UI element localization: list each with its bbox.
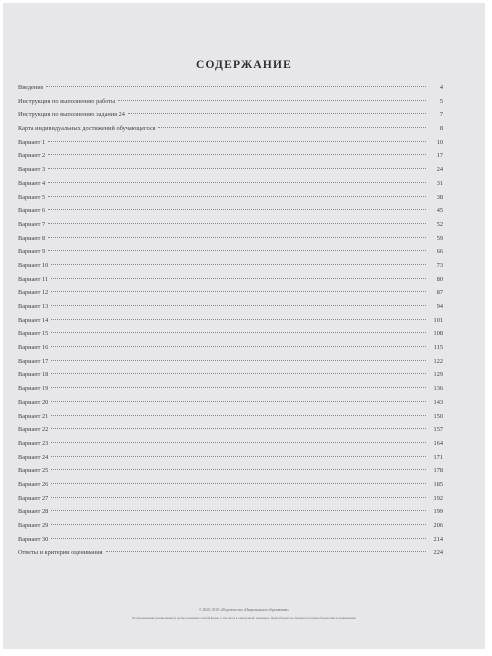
toc-entry <box>18 81 443 95</box>
toc-dot-leader <box>51 278 426 279</box>
toc-entry-page-number: 10 <box>436 138 443 146</box>
toc-entry-label: Инструкция по выполнению работы <box>18 97 116 105</box>
toc-entry <box>18 492 443 506</box>
toc-entry-label: Вариант 25 <box>18 467 49 475</box>
toc-dot-leader <box>158 127 426 128</box>
toc-entry-page-number: 5 <box>439 97 443 105</box>
toc-entry-page-number: 24 <box>436 166 443 174</box>
toc-entry-label: Вариант 15 <box>18 330 49 338</box>
toc-entry-label: Карта индивидуальных достижений обучающегося <box>18 125 156 133</box>
toc-entry-page-number: 66 <box>436 248 443 256</box>
toc-entry-page-number: 4 <box>439 84 443 91</box>
toc-dot-leader <box>48 154 426 155</box>
toc-entry <box>18 191 443 205</box>
toc-entry-page-number: 122 <box>433 357 443 365</box>
toc-entry <box>18 327 443 341</box>
toc-entry <box>18 149 443 163</box>
toc-entry <box>18 423 443 437</box>
toc-entry-label: Вариант 7 <box>18 220 46 228</box>
toc-entry <box>18 108 443 122</box>
toc-entry <box>18 519 443 533</box>
toc-entry <box>18 314 443 328</box>
toc-entry <box>18 382 443 396</box>
toc-entry-label: Вариант 27 <box>18 494 49 502</box>
toc-entry-label: Вариант 4 <box>18 179 46 187</box>
document-page <box>3 3 485 649</box>
page-title: СОДЕРЖАНИЕ <box>195 59 293 71</box>
toc-entry-page-number: 7 <box>439 111 443 119</box>
toc-entry-page-number: 108 <box>433 330 443 338</box>
toc-dot-leader <box>48 250 426 251</box>
toc-entry-page-number: 214 <box>433 535 443 543</box>
toc-dot-leader <box>51 483 426 484</box>
toc-entry-page-number: 206 <box>433 522 443 529</box>
toc-entry-label: Вариант 13 <box>18 303 49 310</box>
toc-entry <box>18 163 443 177</box>
toc-dot-leader <box>51 291 426 292</box>
toc-dot-leader <box>51 305 426 306</box>
toc-entry-page-number: 80 <box>436 275 443 283</box>
toc-entry <box>18 204 443 218</box>
toc-entry <box>18 410 443 424</box>
toc-dot-leader <box>51 346 426 347</box>
toc-dot-leader <box>46 86 426 87</box>
toc-entry-label: Вариант 21 <box>18 412 49 420</box>
toc-entry-label: Вариант 11 <box>18 275 49 283</box>
toc-entry-label: Вариант 9 <box>18 248 46 256</box>
table-of-contents <box>18 81 443 560</box>
toc-dot-leader <box>48 141 426 142</box>
toc-entry <box>18 259 443 273</box>
toc-entry <box>18 546 443 560</box>
toc-entry <box>18 122 443 136</box>
toc-dot-leader <box>51 264 426 265</box>
toc-dot-leader <box>48 223 426 224</box>
toc-entry <box>18 218 443 232</box>
toc-entry-page-number: 150 <box>433 412 443 420</box>
toc-entry-page-number: 136 <box>433 385 443 393</box>
toc-entry <box>18 232 443 246</box>
toc-entry-page-number: 192 <box>433 494 443 502</box>
toc-entry-page-number: 101 <box>433 316 443 324</box>
toc-entry-label: Вариант 16 <box>18 344 49 352</box>
toc-entry <box>18 245 443 259</box>
toc-entry-page-number: 224 <box>433 549 443 557</box>
toc-entry-page-number: 171 <box>433 453 443 461</box>
toc-entry-label: Вариант 1 <box>18 138 46 146</box>
toc-dot-leader <box>51 401 426 402</box>
toc-dot-leader <box>51 497 426 498</box>
toc-entry-label: Вариант 24 <box>18 453 49 461</box>
toc-entry <box>18 505 443 519</box>
toc-entry-label: Введение <box>18 84 44 91</box>
toc-entry-label: Вариант 20 <box>18 398 49 406</box>
toc-dot-leader <box>128 113 426 114</box>
toc-entry-page-number: 52 <box>436 220 443 228</box>
toc-entry <box>18 273 443 287</box>
toc-entry-label: Вариант 17 <box>18 357 49 365</box>
toc-entry <box>18 437 443 451</box>
toc-dot-leader <box>51 415 426 416</box>
toc-entry-label: Инструкция по выполнению задания 24 <box>18 111 125 119</box>
toc-entry-label: Вариант 5 <box>18 193 46 201</box>
toc-entry-page-number: 45 <box>436 207 443 215</box>
toc-dot-leader <box>118 100 426 101</box>
toc-entry-page-number: 17 <box>436 152 443 160</box>
toc-entry-label: Вариант 2 <box>18 152 46 160</box>
toc-entry-page-number: 87 <box>436 289 443 297</box>
toc-entry-page-number: 59 <box>436 234 443 242</box>
toc-entry <box>18 286 443 300</box>
toc-dot-leader <box>51 387 426 388</box>
toc-entry <box>18 478 443 492</box>
toc-entry <box>18 451 443 465</box>
toc-entry-label: Вариант 30 <box>18 535 49 543</box>
toc-entry-label: Вариант 19 <box>18 385 49 393</box>
toc-entry-label: Вариант 6 <box>18 207 46 215</box>
toc-entry <box>18 355 443 369</box>
toc-dot-leader <box>51 360 426 361</box>
toc-dot-leader <box>51 456 426 457</box>
toc-entry-label: Вариант 23 <box>18 439 49 447</box>
toc-dot-leader <box>51 510 426 511</box>
toc-dot-leader <box>51 538 426 539</box>
toc-dot-leader <box>48 182 426 183</box>
toc-entry <box>18 177 443 191</box>
toc-dot-leader <box>106 551 427 552</box>
toc-entry-label: Вариант 14 <box>18 316 49 324</box>
toc-entry-page-number: 178 <box>433 467 443 475</box>
toc-entry <box>18 136 443 150</box>
toc-dot-leader <box>48 168 426 169</box>
toc-entry-label: Вариант 22 <box>18 426 49 434</box>
toc-entry-label: Вариант 18 <box>18 371 49 379</box>
toc-dot-leader <box>51 469 426 470</box>
toc-entry-label: Вариант 12 <box>18 289 49 297</box>
toc-entry-label: Вариант 8 <box>18 234 46 242</box>
toc-dot-leader <box>48 196 426 197</box>
toc-entry-page-number: 38 <box>436 193 443 201</box>
toc-entry-page-number: 31 <box>436 179 443 187</box>
toc-dot-leader <box>51 428 426 429</box>
toc-entry-page-number: 157 <box>433 426 443 434</box>
toc-entry <box>18 95 443 109</box>
toc-entry-label: Вариант 26 <box>18 480 49 488</box>
toc-entry-page-number: 129 <box>433 371 443 379</box>
toc-entry-page-number: 164 <box>433 439 443 447</box>
toc-entry <box>18 300 443 314</box>
toc-entry-page-number: 199 <box>433 508 443 516</box>
toc-entry-page-number: 8 <box>439 125 443 133</box>
toc-dot-leader <box>51 332 426 333</box>
toc-entry-label: Вариант 10 <box>18 261 49 269</box>
toc-entry-label: Вариант 3 <box>18 166 46 174</box>
toc-entry-page-number: 185 <box>433 480 443 488</box>
toc-entry-label: Вариант 29 <box>18 522 49 529</box>
toc-entry <box>18 464 443 478</box>
toc-entry <box>18 533 443 547</box>
toc-dot-leader <box>51 524 426 525</box>
toc-entry-label: Ответы и критерии оценивания <box>18 549 103 557</box>
toc-entry-page-number: 94 <box>436 303 443 310</box>
toc-entry-page-number: 73 <box>436 261 443 269</box>
footer-copyright: © 2020, ООО «Издательство «Национальное образование» <box>198 608 290 612</box>
toc-dot-leader <box>48 237 426 238</box>
toc-dot-leader <box>51 442 426 443</box>
toc-entry-page-number: 143 <box>433 398 443 406</box>
toc-dot-leader <box>48 209 426 210</box>
toc-entry-page-number: 115 <box>433 344 443 352</box>
toc-dot-leader <box>51 319 426 320</box>
toc-dot-leader <box>51 373 426 374</box>
toc-entry <box>18 341 443 355</box>
toc-entry <box>18 368 443 382</box>
toc-entry <box>18 396 443 410</box>
toc-entry-label: Вариант 28 <box>18 508 49 516</box>
footer-notice: Воспроизведение (копирование) и распространение в любой форме, в том числе в электронной, запрещено. Правообладатель обращается к правообладателям за разрешением <box>132 616 356 620</box>
